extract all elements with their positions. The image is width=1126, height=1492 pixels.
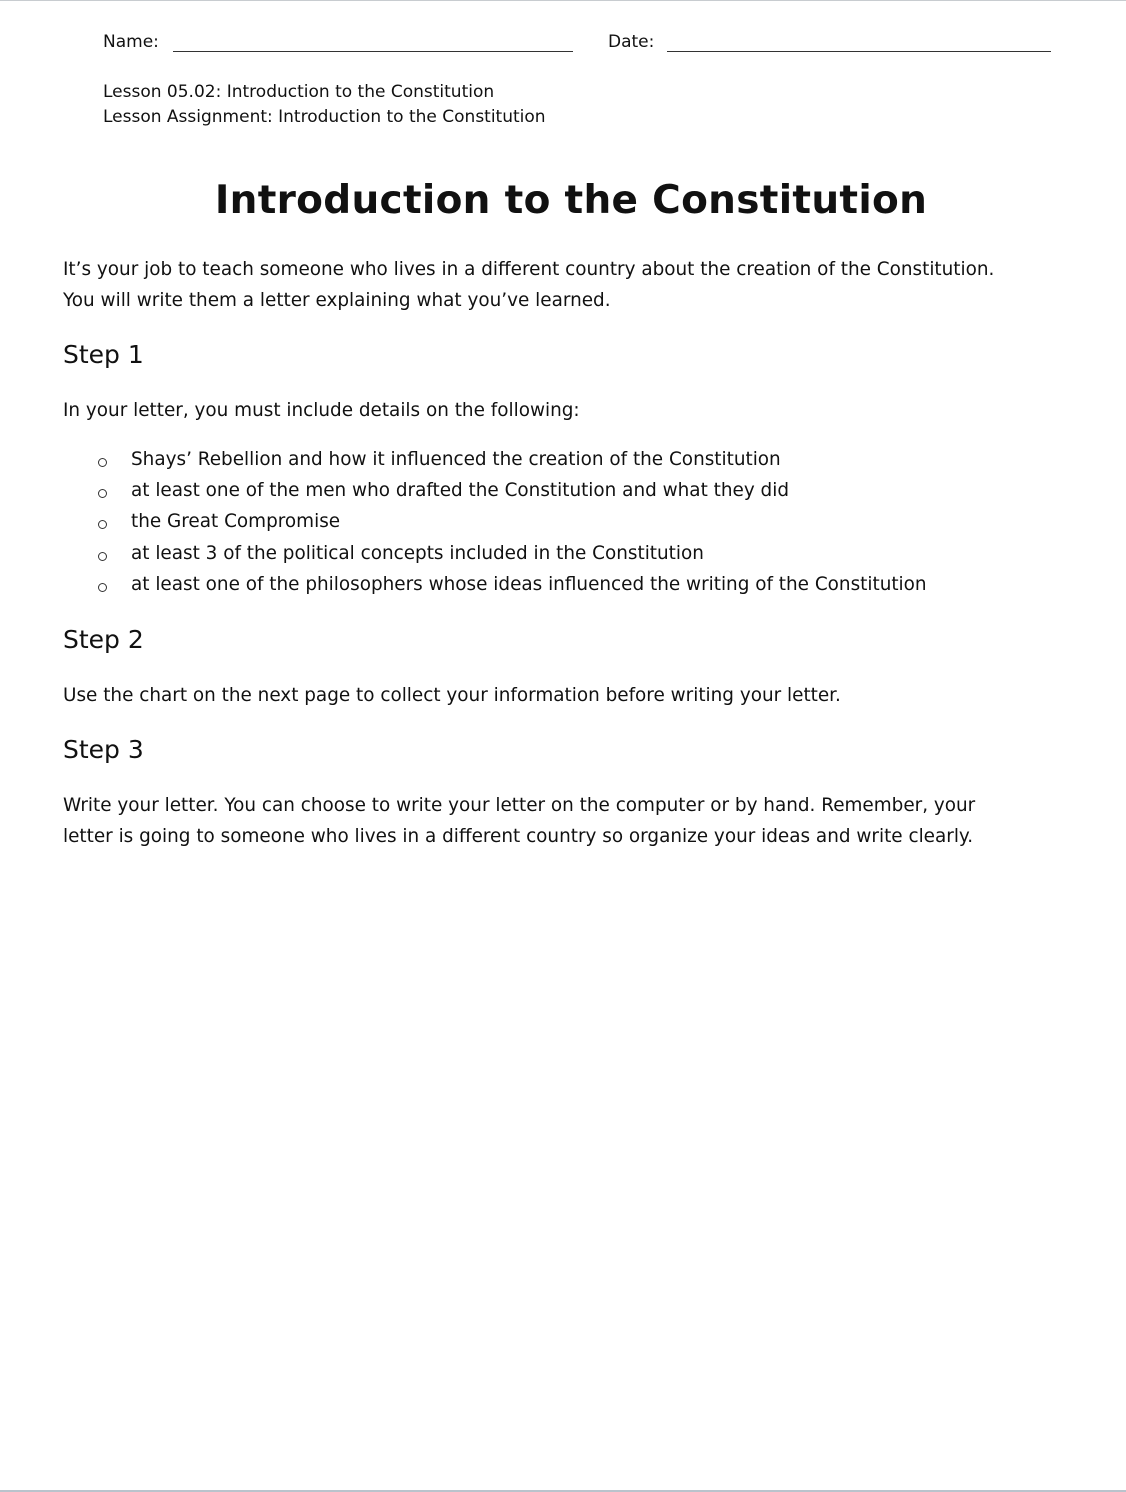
list-item-text: at least 3 of the political concepts included in the Constitution	[131, 542, 704, 564]
step-3-heading: Step 3	[63, 735, 144, 764]
date-label: Date:	[608, 32, 655, 52]
intro-line-1: It’s your job to teach someone who lives in a different country about the creation of the Constitution.	[63, 259, 995, 280]
list-item	[95, 475, 927, 506]
step-1-heading: Step 1	[63, 340, 144, 369]
step-3-text	[63, 790, 1083, 852]
student-info-row	[103, 31, 1063, 57]
step-1-requirements-list	[95, 444, 927, 600]
list-item-text: at least one of the philosophers whose ideas influenced the writing of the Constitution	[131, 573, 927, 595]
list-item-text: the Great Compromise	[131, 511, 341, 533]
name-label: Name:	[103, 32, 159, 52]
date-field-line[interactable]	[667, 51, 1051, 52]
step-3-line-1: Write your letter. You can choose to write your letter on the computer or by hand. Remember, your	[63, 795, 976, 816]
intro-paragraph	[63, 254, 1103, 316]
list-item	[95, 444, 927, 475]
name-field-line[interactable]	[173, 51, 573, 52]
hollow-circle-bullet-icon	[98, 583, 107, 592]
intro-line-2: You will write them a letter explaining what you’ve learned.	[63, 290, 611, 311]
list-item-text: at least one of the men who drafted the Constitution and what they did	[131, 480, 790, 502]
lesson-assignment-line: Lesson Assignment: Introduction to the Constitution	[103, 107, 546, 127]
page-title: Introduction to the Constitution	[214, 178, 928, 223]
step-2-heading: Step 2	[63, 625, 144, 654]
step-2-text: Use the chart on the next page to collect your information before writing your letter.	[63, 685, 841, 706]
lesson-number-line: Lesson 05.02: Introduction to the Constitution	[103, 82, 495, 102]
hollow-circle-bullet-icon	[98, 458, 107, 467]
list-item	[95, 569, 927, 600]
list-item	[95, 506, 927, 537]
lesson-info	[103, 80, 546, 130]
hollow-circle-bullet-icon	[98, 489, 107, 498]
step-1-text: In your letter, you must include details on the following:	[63, 400, 580, 421]
step-3-line-2: letter is going to someone who lives in a different country so organize your ideas and write clearly.	[63, 826, 974, 847]
hollow-circle-bullet-icon	[98, 520, 107, 529]
hollow-circle-bullet-icon	[98, 552, 107, 561]
list-item	[95, 538, 927, 569]
list-item-text: Shays’ Rebellion and how it influenced the creation of the Constitution	[131, 449, 781, 470]
